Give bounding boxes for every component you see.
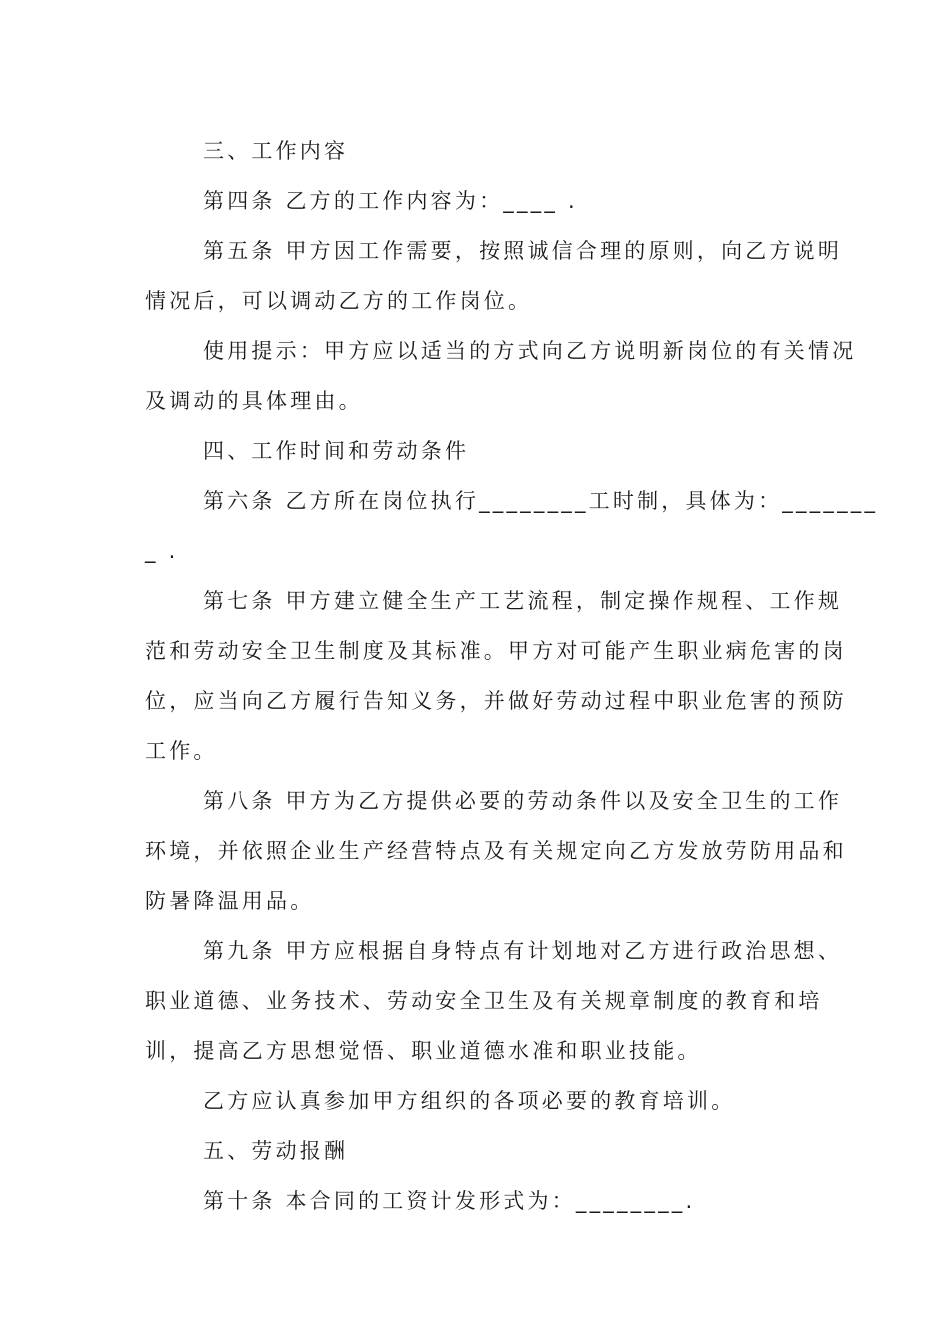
section-heading-remuneration: 五、劳动报酬 [203, 1139, 349, 1163]
article-8-line-1: 第八条 甲方为乙方提供必要的劳动条件以及安全卫生的工作 [203, 789, 843, 813]
article-5-line-1: 第五条 甲方因工作需要，按照诚信合理的原则，向乙方说明 [203, 239, 843, 263]
usage-tip-line-1: 使用提示：甲方应以适当的方式向乙方说明新岗位的有关情况 [203, 339, 857, 363]
article-7-line-4: 工作。 [145, 739, 218, 763]
article-9-line-2: 职业道德、业务技术、劳动安全卫生及有关规章制度的教育和培 [145, 989, 823, 1013]
article-4-text: 第四条 乙方的工作内容为：____ . [203, 189, 578, 213]
article-6-line-2: _ . [145, 539, 179, 563]
article-7-line-3: 位，应当向乙方履行告知义务，并做好劳动过程中职业危害的预防 [145, 689, 847, 713]
article-6-line-1: 第六条 乙方所在岗位执行________工时制，具体为：_______ [203, 489, 879, 513]
article-8-line-3: 防暑降温用品。 [145, 889, 315, 913]
section-heading-work-time: 四、工作时间和劳动条件 [203, 439, 470, 463]
article-7-line-2: 范和劳动安全卫生制度及其标准。甲方对可能产生职业病危害的岗 [145, 639, 847, 663]
article-5-line-2: 情况后，可以调动乙方的工作岗位。 [145, 289, 533, 313]
article-8-line-2: 环境，并依照企业生产经营特点及有关规定向乙方发放劳防用品和 [145, 839, 847, 863]
article-10-text: 第十条 本合同的工资计发形式为：________. [203, 1189, 696, 1213]
usage-tip-line-2: 及调动的具体理由。 [145, 389, 363, 413]
article-9-line-3: 训，提高乙方思想觉悟、职业道德水准和职业技能。 [145, 1039, 702, 1063]
article-7-line-1: 第七条 甲方建立健全生产工艺流程，制定操作规程、工作规 [203, 589, 843, 613]
section-heading-work-content: 三、工作内容 [203, 139, 349, 163]
article-9-line-1: 第九条 甲方应根据自身特点有计划地对乙方进行政治思想、 [203, 939, 843, 963]
training-note: 乙方应认真参加甲方组织的各项必要的教育培训。 [203, 1089, 736, 1113]
